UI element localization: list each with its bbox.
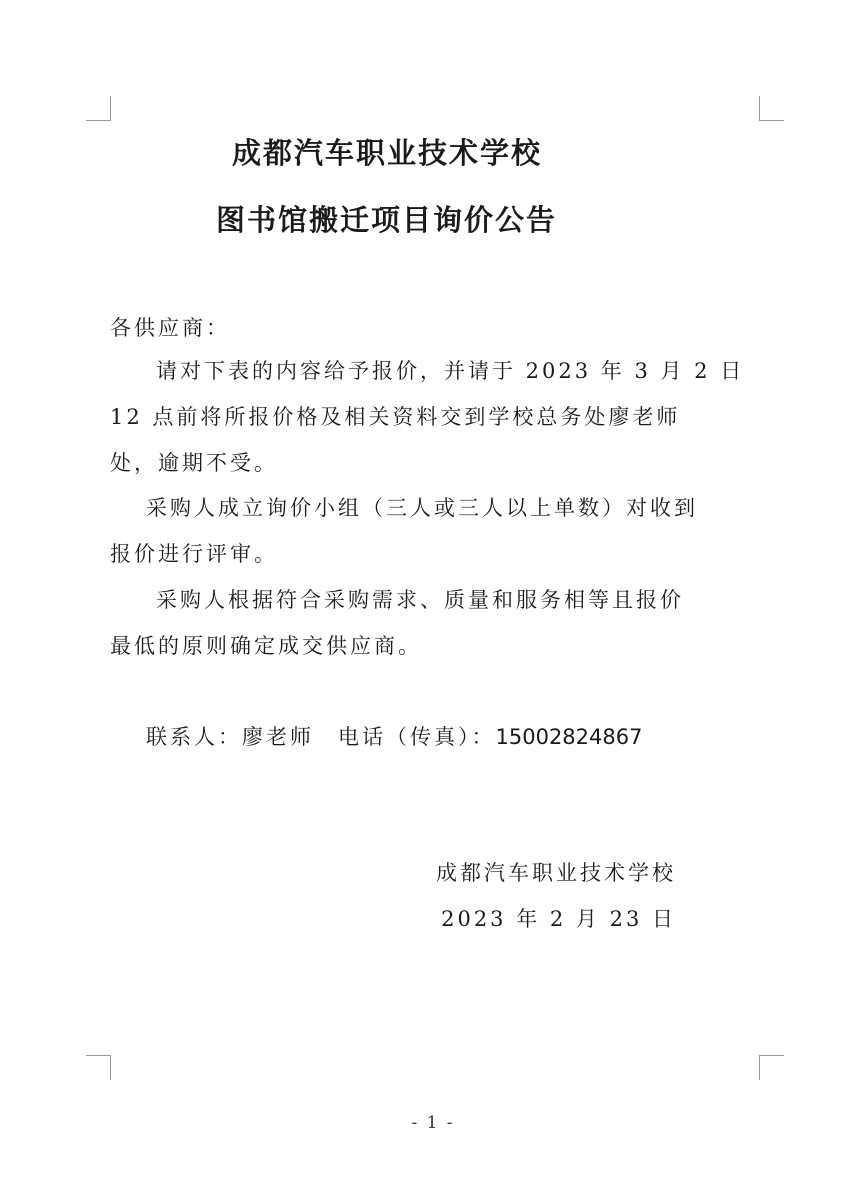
document-title-line-1: 成都汽车职业技术学校 [232,136,543,170]
paragraph-award-principle [110,577,690,669]
paragraph-line: 最低的原则确定成交供应商。 [110,634,422,658]
crop-mark-bottom-left [86,1055,111,1080]
contact-info [146,714,642,760]
signature-organization: 成都汽车职业技术学校 [436,861,676,885]
document-title-line-2: 图书馆搬迁项目询价公告 [216,203,558,237]
paragraph-line: 请对下表的内容给予报价，并请于 2023 年 3 月 2 日 [156,359,745,383]
crop-mark-top-left [86,96,111,121]
paragraph-line: 报价进行评审。 [110,542,278,566]
crop-mark-top-right [759,96,784,121]
paragraph-line: 采购人成立询价小组（三人或三人以上单数）对收到 [146,496,698,520]
paragraph-quote-request [110,348,745,486]
signature-date: 2023 年 2 月 23 日 [441,907,676,931]
paragraph-line: 12 点前将所报价格及相关资料交到学校总务处廖老师 [110,405,681,429]
paragraph-evaluation [110,485,698,577]
salutation-text: 各供应商： [110,316,230,340]
contact-phone-label: 电话（传真）： [338,725,496,749]
paragraph-line: 采购人根据符合采购需求、质量和服务相等且报价 [156,588,684,612]
crop-mark-bottom-right [759,1055,784,1080]
contact-person: 联系人：廖老师 [146,725,314,749]
page-number: - 1 - [411,1113,455,1133]
contact-phone-number: 15002824867 [495,725,643,749]
salutation [110,305,690,351]
paragraph-line: 处，逾期不受。 [110,451,278,475]
signature-block [436,850,676,942]
